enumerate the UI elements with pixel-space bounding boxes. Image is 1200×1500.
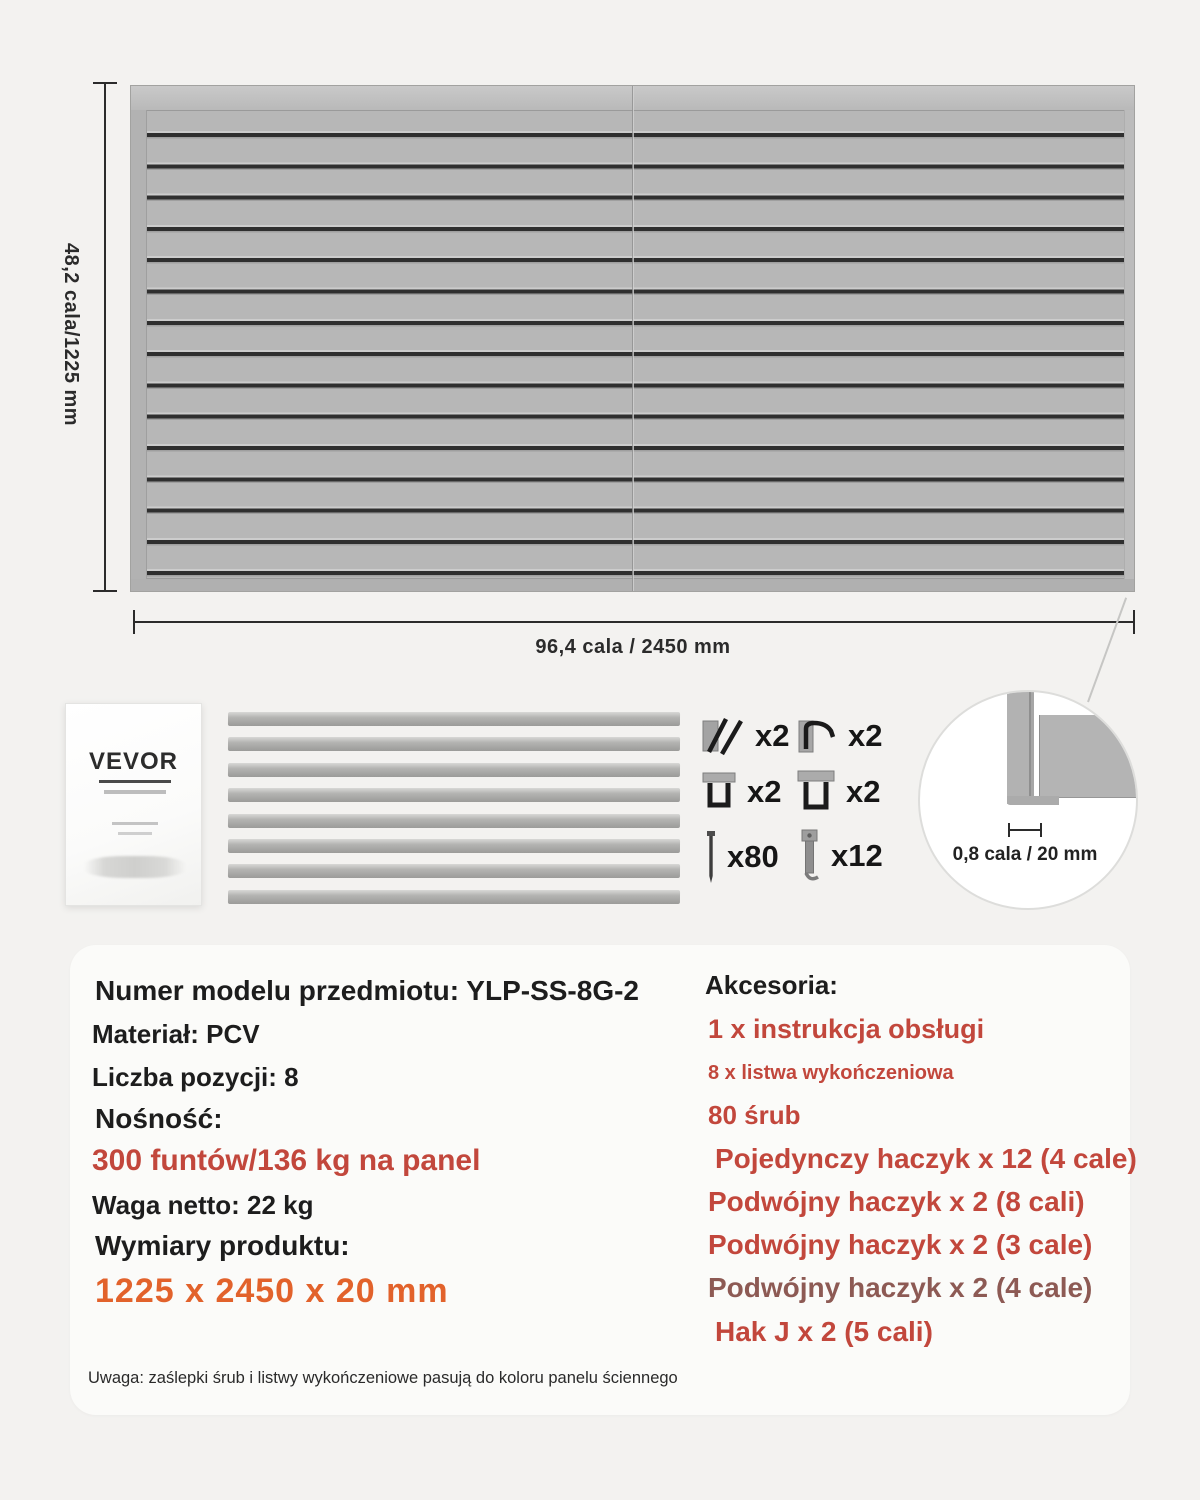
accessory-item: 80 śrub [708,1100,801,1130]
panel-cross-section-foot [1007,796,1059,805]
manual-decoration-line [118,832,152,835]
spec-note: Uwaga: zaślepki śrub i listwy wykończeniowe pasują do koloru panelu ściennego [88,1369,678,1387]
thickness-label: 0,8 cala / 20 mm [952,844,1098,865]
panel-slats [147,111,1124,579]
hardware-qty: x2 [848,718,883,753]
hardware-qty: x2 [846,774,881,809]
height-dimension-cap-top [93,82,117,84]
hardware-qty: x12 [831,838,883,873]
panel-left-edge [131,110,147,579]
panel-cross-section-edge [1007,692,1034,804]
hardware-item [700,770,781,814]
manual-decoration-line [104,790,166,794]
thickness-detail-circle [918,690,1138,910]
double-hook-slanted-icon [700,712,746,760]
screw-icon [704,830,718,884]
spec-net-weight: Waga netto: 22 kg [92,1190,314,1220]
trim-strip [228,890,680,904]
trim-strip [228,839,680,853]
thickness-measure-bracket [1008,823,1042,837]
manual-decoration-smudge [84,856,186,878]
height-dimension-label: 48,2 cala/1225 mm [60,243,82,427]
accessory-item: Hak J x 2 (5 cali) [715,1316,933,1347]
hardware-qty: x80 [727,839,779,874]
hardware-item [795,714,882,758]
panel-right-edge [1124,110,1134,579]
spec-model: Numer modelu przedmiotu: YLP-SS-8G-2 [95,975,639,1006]
accessory-item: Podwójny haczyk x 2 (8 cali) [708,1186,1085,1217]
spec-material: Materiał: PCV [92,1019,260,1049]
hardware-item [795,768,880,816]
manual-decoration-line [112,822,158,825]
trim-strip [228,737,680,751]
accessories-title: Akcesoria: [705,970,838,1000]
instruction-manual [65,703,202,906]
accessory-item: Podwójny haczyk x 2 (4 cale) [708,1272,1093,1303]
trim-strips [228,712,680,908]
hardware-item [704,830,779,884]
accessory-item: Podwójny haczyk x 2 (3 cale) [708,1229,1093,1260]
trim-strip [228,864,680,878]
trim-strip [228,814,680,828]
hardware-item [798,828,883,884]
accessory-item: 1 x instrukcja obsługi [708,1014,985,1044]
brand-logo: VEVOR [88,748,179,775]
double-hook-small-icon [700,770,738,814]
panel-cross-section-face [1039,715,1138,798]
width-dimension-line [133,621,1135,623]
j-hook-icon [795,714,839,758]
spec-capacity-value: 300 funtów/136 kg na panel [92,1144,481,1177]
spec-dimensions-label: Wymiary produktu: [95,1230,350,1261]
trim-strip [228,712,680,726]
height-dimension-line [104,82,106,592]
single-hook-icon [798,828,822,884]
detail-leader-line [1087,597,1127,702]
width-dimension-cap-left [133,610,135,634]
hardware-qty: x2 [747,774,782,809]
height-dimension-cap-bottom [93,590,117,592]
spec-capacity-label: Nośność: [95,1103,223,1134]
width-dimension-label: 96,4 cala / 2450 mm [535,636,731,658]
trim-strip [228,788,680,802]
trim-strip [228,763,680,777]
hardware-item [700,712,789,760]
spec-card [70,945,1137,1415]
hardware-qty: x2 [755,718,790,753]
width-dimension-cap-right [1133,610,1135,634]
accessory-item: 8 x listwa wykończeniowa [708,1062,954,1084]
spec-dimensions-value: 1225 x 2450 x 20 mm [95,1272,449,1310]
slatwall-panel-image [130,85,1135,592]
panel-center-seam [632,86,634,591]
manual-decoration-line [99,780,171,783]
spec-positions: Liczba pozycji: 8 [92,1062,299,1092]
accessory-item: Pojedynczy haczyk x 12 (4 cale) [715,1143,1137,1174]
double-hook-large-icon [795,768,837,816]
